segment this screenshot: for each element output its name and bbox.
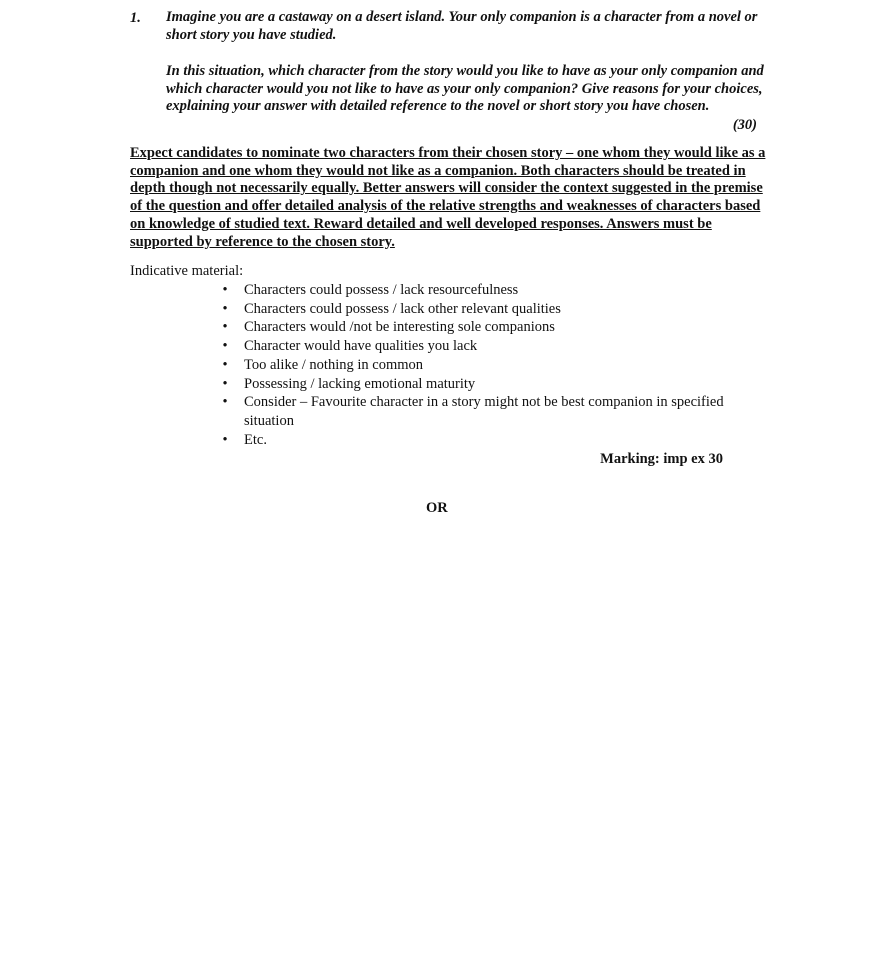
list-item (220, 356, 765, 375)
indicative-material-label: Indicative material: (130, 263, 244, 279)
bullet-icon: • (222, 431, 228, 448)
list-item-text: Etc. (244, 431, 267, 448)
bullet-icon: • (222, 375, 228, 392)
list-item-text: Characters would /not be interesting sole companions (244, 319, 555, 336)
list-item-text: Consider – Favourite character in a story might not be best companion in specified situation (244, 394, 724, 429)
list-item-text: Possessing / lacking emotional maturity (244, 375, 476, 392)
bullet-icon: • (222, 300, 228, 317)
list-item (220, 281, 765, 300)
list-item-text: Character would have qualities you lack (244, 338, 478, 355)
marking-guidance: Expect candidates to nominate two characters from their chosen story – one whom they would like as a companion and one whom they would not like as a companion. Both characters should be treated in depth though not necessarily equally. Better answers will consider the context suggested in the premise of the question and offer detailed analysis of the relative strengths and weaknesses of characters based on knowledge of studied text. Reward detailed and well developed responses. Answers must be supported by reference to the chosen story. (130, 145, 766, 250)
indicative-material-list (220, 281, 765, 449)
question-marks: (30) (732, 117, 757, 133)
bullet-icon: • (222, 338, 228, 355)
list-item-text: Too alike / nothing in common (244, 356, 424, 373)
question-number: 1. (130, 10, 141, 26)
list-item-text: Characters could possess / lack resourcefulness (244, 282, 519, 298)
list-item (220, 431, 765, 450)
list-item (220, 375, 765, 394)
bullet-icon: • (222, 394, 228, 411)
bullet-icon: • (222, 282, 228, 298)
list-item (220, 318, 765, 337)
question-prompt: Imagine you are a castaway on a desert island. Your only companion is a character from a novel or short story you have studied. (166, 9, 758, 43)
bullet-icon: • (222, 319, 228, 336)
list-item (220, 393, 765, 430)
list-item (220, 337, 765, 356)
bullet-icon: • (222, 356, 228, 373)
or-divider: OR (426, 500, 448, 516)
list-item (220, 300, 765, 319)
question-task: In this situation, which character from the story would you like to have as your only companion and which character would you not like to have as your only companion? Give reasons for your choices, explaining your answer with detailed reference to the novel or short story you have chosen. (166, 63, 764, 114)
list-item-text: Characters could possess / lack other relevant qualities (244, 300, 561, 317)
marking-scheme: Marking: imp ex 30 (600, 451, 723, 467)
